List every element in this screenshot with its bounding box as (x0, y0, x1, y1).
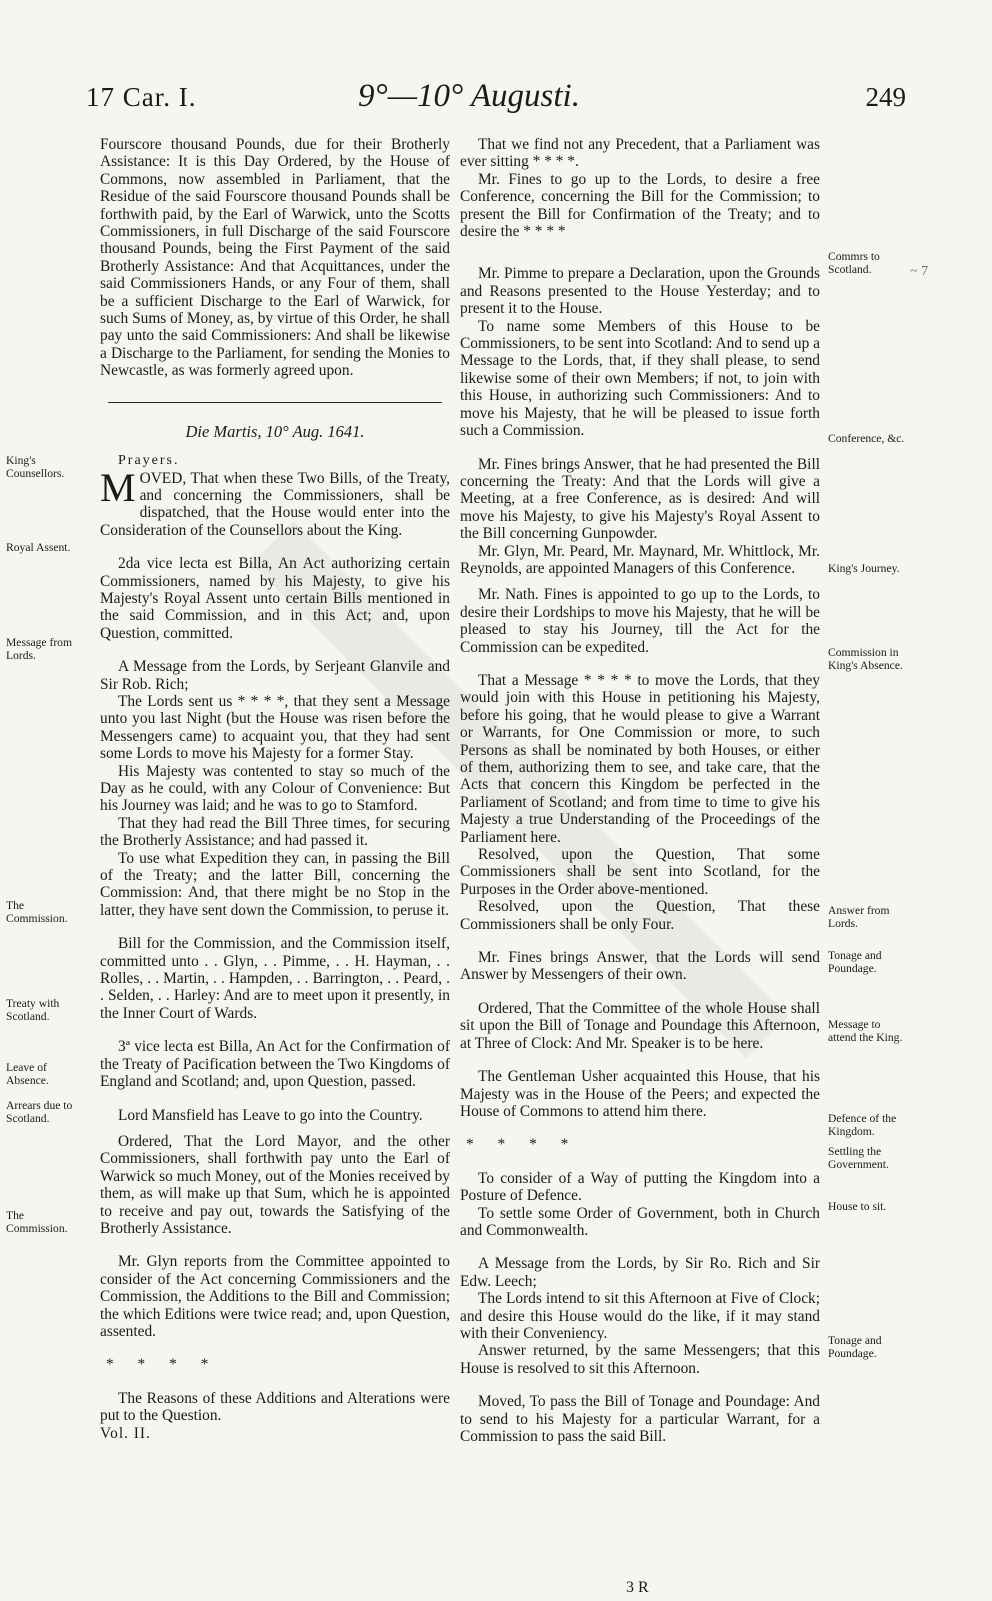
margin-note-defence: Defence of the Kingdom. (828, 1112, 897, 1138)
tonage-order-paragraph: Ordered, That the Committee of the whole House shall sit upon the Bill of Tonage and Poundage this Afternoon, at Three of Clock: And Mr. Speaker is to be here. (460, 999, 820, 1052)
margin-note-conference: Conference, &c. (828, 432, 905, 445)
page-header (86, 78, 906, 128)
precedent-paragraph: That we find not any Precedent, that a Parliament was ever sitting * * * *. (460, 136, 820, 171)
margin-note-kings-counsellors: King's Counsellors. (6, 454, 65, 480)
motion-text: OVED, That when these Two Bills, of the Treaty, and concerning the Commissioners, shall be dispatched, that the House would enter into the Consideration of the Counsellors about the King. (100, 469, 450, 539)
government-paragraph: To settle some Order of Government, both in Church and Commonwealth. (460, 1204, 820, 1239)
fines-paragraph: Mr. Fines to go up to the Lords, to desire a free Conference, concerning the Bill for the Commission; to present the Bill for Confirmation of the Treaty; and to desire the * * * * (460, 170, 820, 241)
pencil-mark: ~ 7 (910, 264, 929, 279)
carryover-paragraph: Fourscore thousand Pounds, due for their Brotherly Assistance: It is this Day Ordered, by the House of Commons, now assembled in Parliament, that the Residue of the said Fourscore thousand Pounds shall be forthwith paid, by the Earl of Warwick, unto the Scotts Commissioners, in full Discharge of the said Fourscore thousand Pounds, being the First Payment of the said Brotherly Assistance: And that Acquittances, under the said Commissioners Hands, or any Four of them, shall be a sufficient Discharge to the Earl of Warwick, for such Sums of Money, as, by virtue of this Order, he shall pay unto the said Commissioners: And shall be likewise a Discharge to the Parliament, for sending the Monies to Newcastle, as was formerly agreed upon. (100, 136, 450, 380)
answer-lords-paragraph: Mr. Fines brings Answer, that the Lords will send Answer by Messengers of their own. (460, 949, 820, 984)
margin-note-treaty-scotland: Treaty with Scotland. (6, 997, 60, 1023)
message-paragraph: A Message from the Lords, by Serjeant Glanvile and Sir Rob. Rich; (100, 658, 450, 693)
regnal-year: 17 Car. I. (86, 82, 197, 112)
answer-paragraph: Mr. Fines brings Answer, that he had presented the Bill concerning the Treaty: And that the Lords will give a Meeting, at a free Conference, as is desired: And will move his Majesty, to give his Majesty's Royal Assent to the Bill concerning Gunpowder. (460, 455, 820, 543)
arrears-paragraph: Ordered, That the Lord Mayor, and the other Commissioners, shall forthwith pay unto the Earl of Warwick so much Money, out of the Monies received by them, as will make up that Sum, which he is appointed to receive and pay out, towards the Satisfying of the Brotherly Assistance. (100, 1132, 450, 1237)
right-column (460, 136, 820, 1445)
declaration-paragraph: Mr. Pimme to prepare a Declaration, upon the Grounds and Reasons presented to the House Yesterday; and to present it to the House. (460, 265, 820, 318)
margin-note-answer-lords: Answer from Lords. (828, 904, 890, 930)
commission-paragraph: Bill for the Commission, and the Commission itself, committed unto . . Glyn, . . Pimme, . . H. Hayman, . . Rolles, . . Martin, . . Hampden, . . Barrington, . . Peard, . . Selden, . . Harley: And are to meet upon it presently, in the Inner Court of Wards. (100, 935, 450, 1022)
treaty-paragraph: 3ª vice lecta est Billa, An Act for the Confirmation of the Treaty of Pacification between the Two Kingdoms of England and Scotland; and, upon Question, passed. (100, 1038, 450, 1091)
margin-note-commission-absence: Commission in King's Absence. (828, 646, 903, 672)
margin-note-house-sit: House to sit. (828, 1200, 887, 1213)
section-rule (108, 402, 442, 403)
margin-note-commrs-scotland: Commrs to Scotland. (828, 250, 880, 276)
answer-returned-paragraph: Answer returned, by the same Messengers; that this House is resolved to sit this Afternoon. (460, 1342, 820, 1377)
prayers-heading: Prayers. (118, 453, 180, 469)
margin-note-message-attend: Message to attend the King. (828, 1018, 903, 1044)
moved-paragraph: Moved, To pass the Bill of Tonage and Poundage: And to send to his Majesty for a particular Warrant, for a Commission to pass the said Bill. (460, 1393, 820, 1445)
session-date: Die Martis, 10° Aug. 1641. (185, 421, 365, 441)
margin-note-commission: The Commission. (6, 899, 68, 925)
margin-note-commission: The Commission. (6, 1209, 68, 1235)
drop-cap: M (100, 464, 136, 510)
message-paragraph: To use what Expedition they can, in passing the Bill of the Treaty; and the latter Bill, concerning the Commission: And, that there might be no Stop in the latter, they have sent down the Commission, to peruse it. (100, 849, 450, 919)
sit-paragraph: The Lords intend to sit this Afternoon at Five of Clock; and desire this House would do the like, if it may stand with their Conveniency. (460, 1290, 820, 1342)
reasons-paragraph: The Reasons of these Additions and Alterations were put to the Question. (100, 1389, 450, 1425)
motion-paragraph (100, 464, 450, 540)
commissioners-paragraph: To name some Members of this House to be Commissioners, to be sent into Scotland: And to send up a Message to the Lords, that, if they shall please, to send likewise some of their own Members; if not, to join with this House, in authorizing such Commissioners: And to move his Majesty, that he will be pleased to issue forth such a Commission. (460, 317, 820, 440)
margin-note-tonage: Tonage and Poundage. (828, 949, 882, 975)
message-paragraph: The Lords sent us * * * *, that they sent a Message unto you last Night (but the House was risen before the Messengers came) to acquaint you, that they had sent some Lords to move his Majesty for a former Stay. (100, 692, 450, 763)
margin-note-tonage: Tonage and Poundage. (828, 1334, 882, 1360)
signature-mark: 3 R (626, 1579, 649, 1596)
report-paragraph: Mr. Glyn reports from the Committee appointed to consider of the Act concerning Commissioners and the Commission, the Additions to the Bill and Commission; the which Editions were twice read; and, upon Question, assented. (100, 1253, 450, 1340)
petition-paragraph: That a Message * * * * to move the Lords, that they would join with this House in petitioning his Majesty, before his going, that he would please to give a Warrant or Warrants, for One Commission or more, to such Persons as shall be nominated by both Houses, or either of them, authorizing them to see, and take care, that the Acts that concern this Kingdom be perfected in the Parliament of Scotland; and from time to time to give his Majesty a true Understanding of the Proceedings of the Parliament here. (460, 671, 820, 846)
leave-paragraph: Lord Mansfield has Leave to go into the Country. (118, 1106, 423, 1124)
margin-note-leave-absence: Leave of Absence. (6, 1061, 49, 1087)
left-column (100, 136, 450, 1442)
defence-paragraph: To consider of a Way of putting the Kingdom into a Posture of Defence. (460, 1169, 820, 1205)
margin-note-arrears: Arrears due to Scotland. (6, 1099, 73, 1125)
message-paragraph: His Majesty was contented to stay so much of the Day as he could, with any Colour of Convenience: But his Journey was laid; and he was to go to Stamford. (100, 762, 450, 815)
message-paragraph: That they had read the Bill Three times, for securing the Brotherly Assistance; and had passed it. (100, 814, 450, 850)
margin-note-royal-assent: Royal Assent. (6, 541, 71, 554)
page-number: 249 (865, 82, 906, 112)
margin-note-settling: Settling the Government. (828, 1145, 889, 1171)
margin-note-message-from-lords: Message from Lords. (6, 636, 73, 662)
usher-paragraph: The Gentleman Usher acquainted this House, that his Majesty was in the House of the Peers; and expected the House of Commons to attend him there. (460, 1068, 820, 1120)
margin-note-kings-journey: King's Journey. (828, 562, 900, 575)
resolved-four-paragraph: Resolved, upon the Question, That these Commissioners shall be only Four. (460, 898, 820, 933)
journey-paragraph: Mr. Nath. Fines is appointed to go up to the Lords, to desire their Lordships to move his Majesty, that he will be pleased to stay his Journey, till the Act for the Commission can be expedited. (460, 586, 820, 656)
volume-mark: Vol. II. (100, 1424, 151, 1442)
message-lords-paragraph: A Message from the Lords, by Sir Ro. Rich and Sir Edw. Leech; (460, 1255, 820, 1290)
date-heading: 9°—10° Augusti. (358, 78, 580, 114)
managers-paragraph: Mr. Glyn, Mr. Peard, Mr. Maynard, Mr. Whittlock, Mr. Reynolds, are appointed Managers of this Conference. (460, 542, 820, 577)
omission-stars: * * * * (106, 1356, 219, 1374)
omission-stars: * * * * (466, 1136, 579, 1154)
resolved-paragraph: Resolved, upon the Question, That some Commissioners shall be sent into Scotland, for the Purposes in the Order above-mentioned. (460, 846, 820, 898)
royal-assent-paragraph: 2da vice lecta est Billa, An Act authorizing certain Commissioners, named by his Majesty, to give his Majesty's Royal Assent unto certain Bills mentioned in the said Commission, and in this Act; and, upon Question, committed. (100, 555, 450, 642)
